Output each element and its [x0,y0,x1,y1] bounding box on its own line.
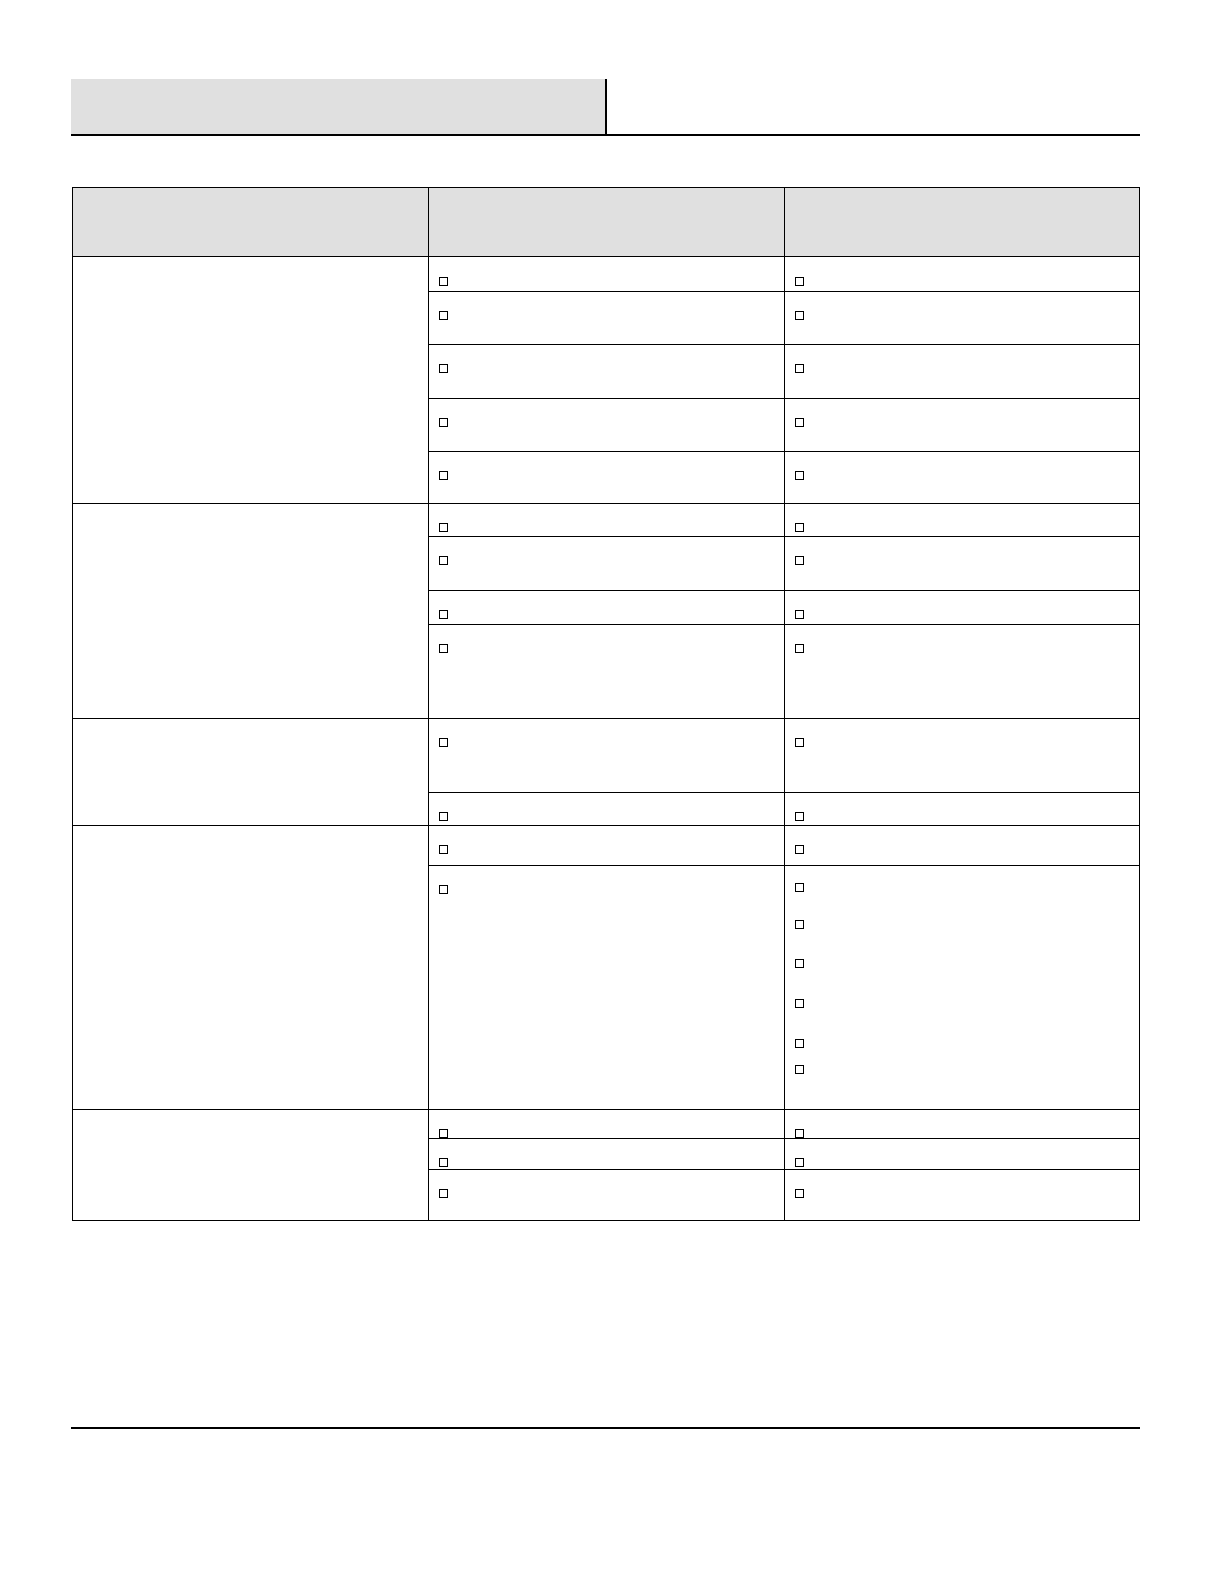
cause-item [439,807,457,821]
column-header-solution [784,188,1140,256]
solution-item [795,1153,813,1167]
row-divider [428,291,1139,292]
problem-cell [73,504,428,719]
row-divider [428,1138,1139,1139]
cause-item [439,733,457,747]
solution-item [795,878,813,892]
checkbox-icon[interactable] [795,845,804,854]
row-divider [428,865,1139,866]
checkbox-icon[interactable] [795,999,804,1008]
checkbox-icon[interactable] [439,311,448,320]
checkbox-icon[interactable] [795,1189,804,1198]
checkbox-icon[interactable] [795,311,804,320]
solution-item [795,1060,813,1074]
solution-item [795,915,813,929]
solution-item [795,639,813,653]
troubleshooting-table [72,187,1140,1221]
checkbox-icon[interactable] [439,556,448,565]
checkbox-icon[interactable] [439,644,448,653]
solution-item [795,1034,813,1048]
column-header-cause [428,188,784,256]
cause-item [439,840,457,854]
checkbox-icon[interactable] [795,812,804,821]
checkbox-icon[interactable] [439,277,448,286]
checkbox-icon[interactable] [795,471,804,480]
checkbox-icon[interactable] [795,1129,804,1138]
cause-item [439,605,457,619]
solution-item [795,272,813,286]
column-divider [428,188,429,1220]
cause-item [439,413,457,427]
solution-item [795,518,813,532]
solution-item [795,466,813,480]
column-divider [784,188,785,1220]
checkbox-icon[interactable] [439,1158,448,1167]
checkbox-icon[interactable] [439,418,448,427]
solution-item [795,359,813,373]
checkbox-icon[interactable] [795,610,804,619]
row-divider [428,624,1139,625]
solution-item [795,733,813,747]
checkbox-icon[interactable] [795,523,804,532]
checkbox-icon[interactable] [439,885,448,894]
cause-item [439,466,457,480]
table-header-row [73,188,1139,257]
row-divider [428,792,1139,793]
row-divider [428,536,1139,537]
cause-item [439,272,457,286]
checkbox-icon[interactable] [439,1129,448,1138]
header-title-band [71,79,606,135]
solution-item [795,605,813,619]
checkbox-icon[interactable] [795,1065,804,1074]
row-divider [428,344,1139,345]
checkbox-icon[interactable] [795,644,804,653]
cause-item [439,306,457,320]
checkbox-icon[interactable] [439,845,448,854]
row-divider [428,398,1139,399]
checkbox-icon[interactable] [795,364,804,373]
checkbox-icon[interactable] [439,471,448,480]
row-divider [428,451,1139,452]
checkbox-icon[interactable] [439,1189,448,1198]
solution-item [795,807,813,821]
solution-item [795,840,813,854]
solution-item [795,994,813,1008]
cause-item [439,1153,457,1167]
solution-item [795,1184,813,1198]
header-divider [605,79,607,136]
footer-rule [71,1427,1140,1429]
solution-item [795,413,813,427]
solution-item [795,954,813,968]
cause-item [439,639,457,653]
solution-item [795,306,813,320]
problem-cell [73,826,428,1110]
checkbox-icon[interactable] [795,418,804,427]
checkbox-icon[interactable] [795,883,804,892]
cause-item [439,1124,457,1138]
cause-item [439,551,457,565]
checkbox-icon[interactable] [795,1039,804,1048]
solution-item [795,551,813,565]
cause-item [439,359,457,373]
checkbox-icon[interactable] [439,364,448,373]
column-header-problem [73,188,428,256]
checkbox-icon[interactable] [439,738,448,747]
checkbox-icon[interactable] [439,523,448,532]
checkbox-icon[interactable] [439,610,448,619]
checkbox-icon[interactable] [795,920,804,929]
checkbox-icon[interactable] [795,738,804,747]
cause-item [439,1184,457,1198]
cause-item [439,518,457,532]
row-divider [428,590,1139,591]
row-divider [428,1169,1139,1170]
cause-item [439,880,457,894]
solution-item [795,1124,813,1138]
checkbox-icon[interactable] [795,1158,804,1167]
checkbox-icon[interactable] [795,556,804,565]
checkbox-icon[interactable] [439,812,448,821]
header-rule [71,134,1140,136]
problem-cell [73,719,428,826]
checkbox-icon[interactable] [795,959,804,968]
problem-cell [73,258,428,504]
problem-cell [73,1110,428,1221]
checkbox-icon[interactable] [795,277,804,286]
